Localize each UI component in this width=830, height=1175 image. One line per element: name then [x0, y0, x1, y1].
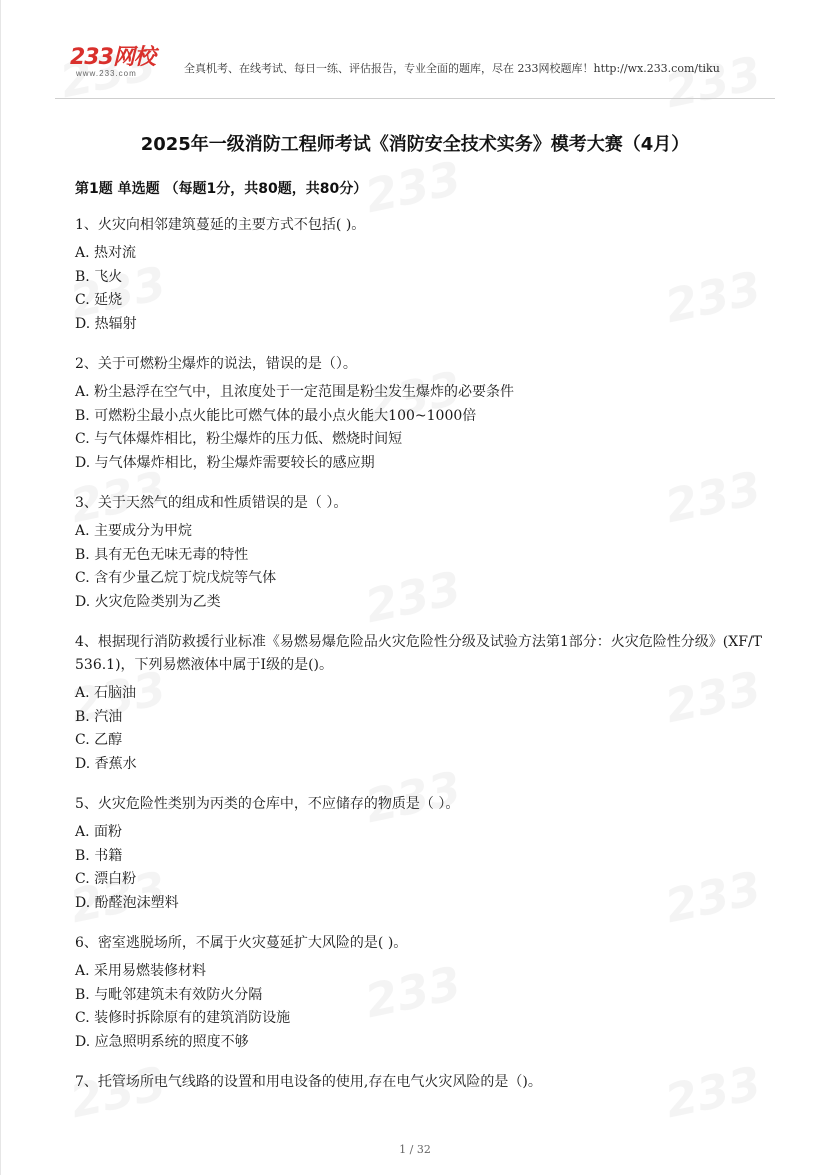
answer-option: B. 汽油: [75, 708, 123, 725]
answer-option: C. 装修时拆除原有的建筑消防设施: [75, 1010, 291, 1026]
answer-option: A. 采用易燃装修材料: [75, 963, 207, 979]
answer-option: B. 与毗邻建筑未有效防火分隔: [75, 986, 263, 1003]
answer-option: B. 飞火: [75, 268, 123, 285]
answer-option: D. 火灾危险类别为乙类: [75, 593, 221, 610]
question-item: [75, 1071, 765, 1094]
logo-url: www.233.com: [76, 69, 137, 78]
answer-option: A. 面粉: [75, 824, 123, 840]
section-heading: 第1题 单选题 （每题1分，共80题，共80分）: [75, 181, 368, 197]
watermark: [360, 151, 465, 224]
document-title: 2025年一级消防工程师考试《消防安全技术实务》模考大赛（4月）: [140, 134, 690, 155]
logo-text: 233网校: [70, 45, 155, 70]
answer-option: B. 书籍: [75, 847, 123, 864]
answer-option: D. 与气体爆炸相比，粉尘爆炸需要较长的感应期: [75, 454, 375, 471]
answer-option: C. 含有少量乙烷丁烷戊烷等气体: [75, 570, 277, 586]
answer-option: A. 石脑油: [75, 685, 137, 701]
answer-option: A. 主要成分为甲烷: [75, 523, 193, 539]
question-text: 5、火灾危险性类别为丙类的仓库中，不应储存的物质是（ ）。: [75, 796, 460, 812]
question-text: 2、关于可燃粉尘爆炸的说法，错误的是（）。: [75, 356, 357, 372]
header-tagline: 全真机考、在线考试、每日一练、评估报告，专业全面的题库，尽在 233网校题库！http://wx.233.com/tiku: [184, 62, 720, 75]
question-item: [75, 353, 765, 475]
question-item: [75, 492, 765, 614]
question-item: [75, 793, 765, 915]
question-text: 6、密室逃脱场所，不属于火灾蔓延扩大风险的是( )。: [75, 935, 408, 951]
answer-option: D. 香蕉水: [75, 755, 137, 772]
answer-option: B. 具有无色无味无毒的特性: [75, 546, 249, 563]
answer-option: A. 热对流: [75, 245, 137, 261]
question-text: 3、关于天然气的组成和性质错误的是（ ）。: [75, 495, 348, 511]
answer-option: C. 乙醇: [75, 732, 123, 748]
question-item: [75, 214, 765, 336]
question-list: [75, 214, 765, 1111]
answer-option: C. 延烧: [75, 292, 123, 308]
answer-option: B. 可燃粉尘最小点火能比可燃气体的最小点火能大100~1000倍: [75, 407, 477, 424]
page-left-edge: [0, 0, 1, 1175]
question-item: [75, 631, 765, 776]
question-text: 1、火灾向相邻建筑蔓延的主要方式不包括( )。: [75, 217, 366, 233]
page-header: [0, 0, 830, 100]
question-text: 4、根据现行消防救援行业标准《易燃易爆危险品火灾危险性分级及试验方法第1部分：火灾危险性分级》(XF/T 536.1)，下列易燃液体中属于I级的是()。: [75, 634, 763, 673]
answer-option: D. 热辐射: [75, 315, 137, 332]
brand-logo: [70, 47, 170, 79]
answer-option: D. 酚醛泡沫塑料: [75, 894, 179, 911]
answer-option: C. 与气体爆炸相比，粉尘爆炸的压力低、燃烧时间短: [75, 431, 403, 447]
answer-option: A. 粉尘悬浮在空气中，且浓度处于一定范围是粉尘发生爆炸的必要条件: [75, 384, 515, 400]
page-indicator: 1 / 32: [399, 1143, 431, 1156]
answer-option: D. 应急照明系统的照度不够: [75, 1033, 249, 1050]
question-text: 7、托管场所电气线路的设置和用电设备的使用,存在电气火灾风险的是（)。: [75, 1074, 542, 1090]
question-item: [75, 932, 765, 1054]
header-divider: [55, 98, 775, 99]
answer-option: C. 漂白粉: [75, 871, 137, 887]
